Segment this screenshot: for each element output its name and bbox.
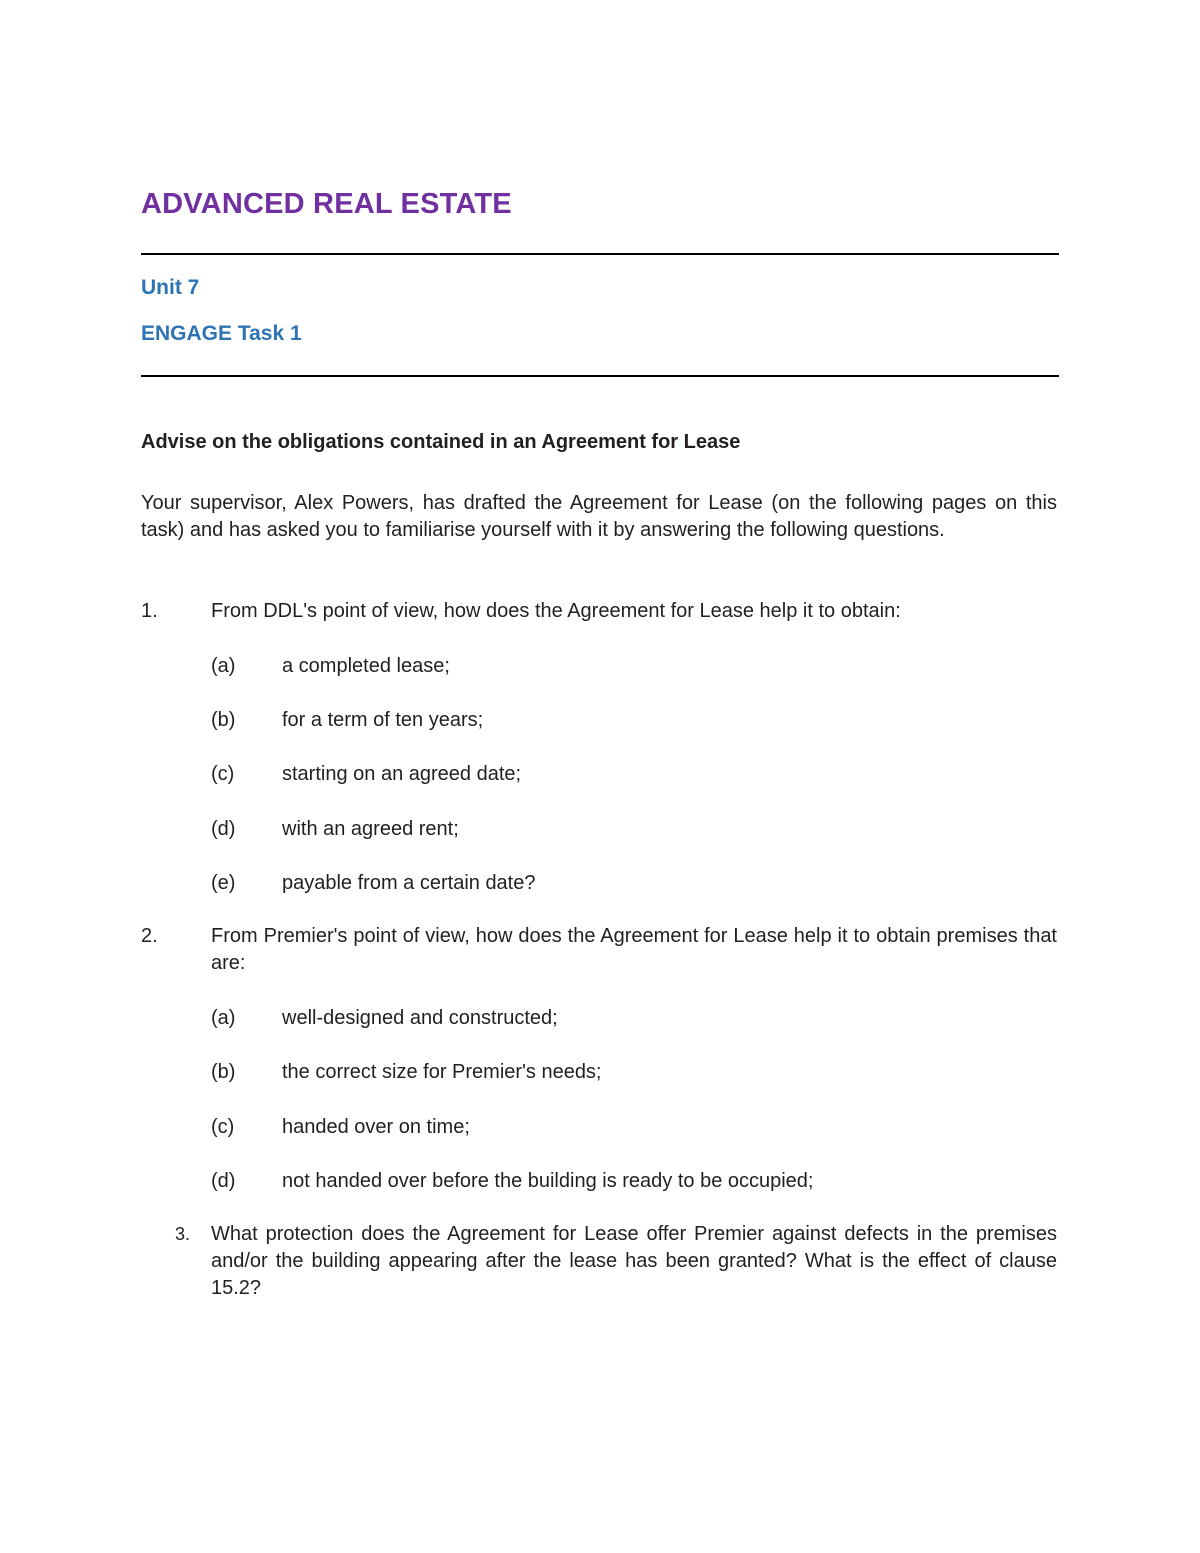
list-item-text: the correct size for Premier's needs; xyxy=(282,1061,602,1083)
question-number: 3. xyxy=(175,1224,191,1244)
list-item-letter: (c) xyxy=(211,763,235,785)
task-heading: Advise on the obligations contained in an Agreement for Lease xyxy=(141,431,741,453)
list-item-text: not handed over before the building is ready to be occupied; xyxy=(282,1170,814,1192)
document-title: ADVANCED REAL ESTATE xyxy=(141,188,512,220)
list-item-letter: (b) xyxy=(211,1061,236,1083)
task-label: ENGAGE Task 1 xyxy=(141,322,302,345)
question-text: From DDL's point of view, how does the Agreement for Lease help it to obtain: xyxy=(211,600,901,622)
question-text: What protection does the Agreement for Lease offer Premier against defects in the premises and/or the building appearing after the lease has been granted? What is the effect of clause 15.2? xyxy=(211,1223,1057,1299)
list-item-text: payable from a certain date? xyxy=(282,872,536,894)
list-item-text: for a term of ten years; xyxy=(282,709,484,731)
list-item-text: well-designed and constructed; xyxy=(282,1007,558,1029)
list-item-text: starting on an agreed date; xyxy=(282,763,522,785)
intro-paragraph: Your supervisor, Alex Powers, has drafted the Agreement for Lease (on the following pages on this task) and has asked you to familiarise yourself with it by answering the following questions. xyxy=(141,492,1057,541)
list-item-text: a completed lease; xyxy=(282,655,450,677)
list-item-letter: (e) xyxy=(211,872,236,894)
list-item-letter: (c) xyxy=(211,1116,235,1138)
list-item-letter: (b) xyxy=(211,709,236,731)
list-item-letter: (d) xyxy=(211,818,236,840)
list-item-letter: (a) xyxy=(211,655,236,677)
list-item-text: with an agreed rent; xyxy=(282,818,459,840)
question-number: 2. xyxy=(141,925,158,947)
question-number: 1. xyxy=(141,600,158,622)
unit-label: Unit 7 xyxy=(141,276,200,299)
list-item-text: handed over on time; xyxy=(282,1116,470,1138)
list-item-letter: (d) xyxy=(211,1170,236,1192)
question-text: From Premier's point of view, how does the Agreement for Lease help it to obtain premises that are: xyxy=(211,925,1057,974)
header-divider-bottom xyxy=(141,375,1059,377)
list-item-letter: (a) xyxy=(211,1007,236,1029)
header-divider-top xyxy=(141,253,1059,255)
